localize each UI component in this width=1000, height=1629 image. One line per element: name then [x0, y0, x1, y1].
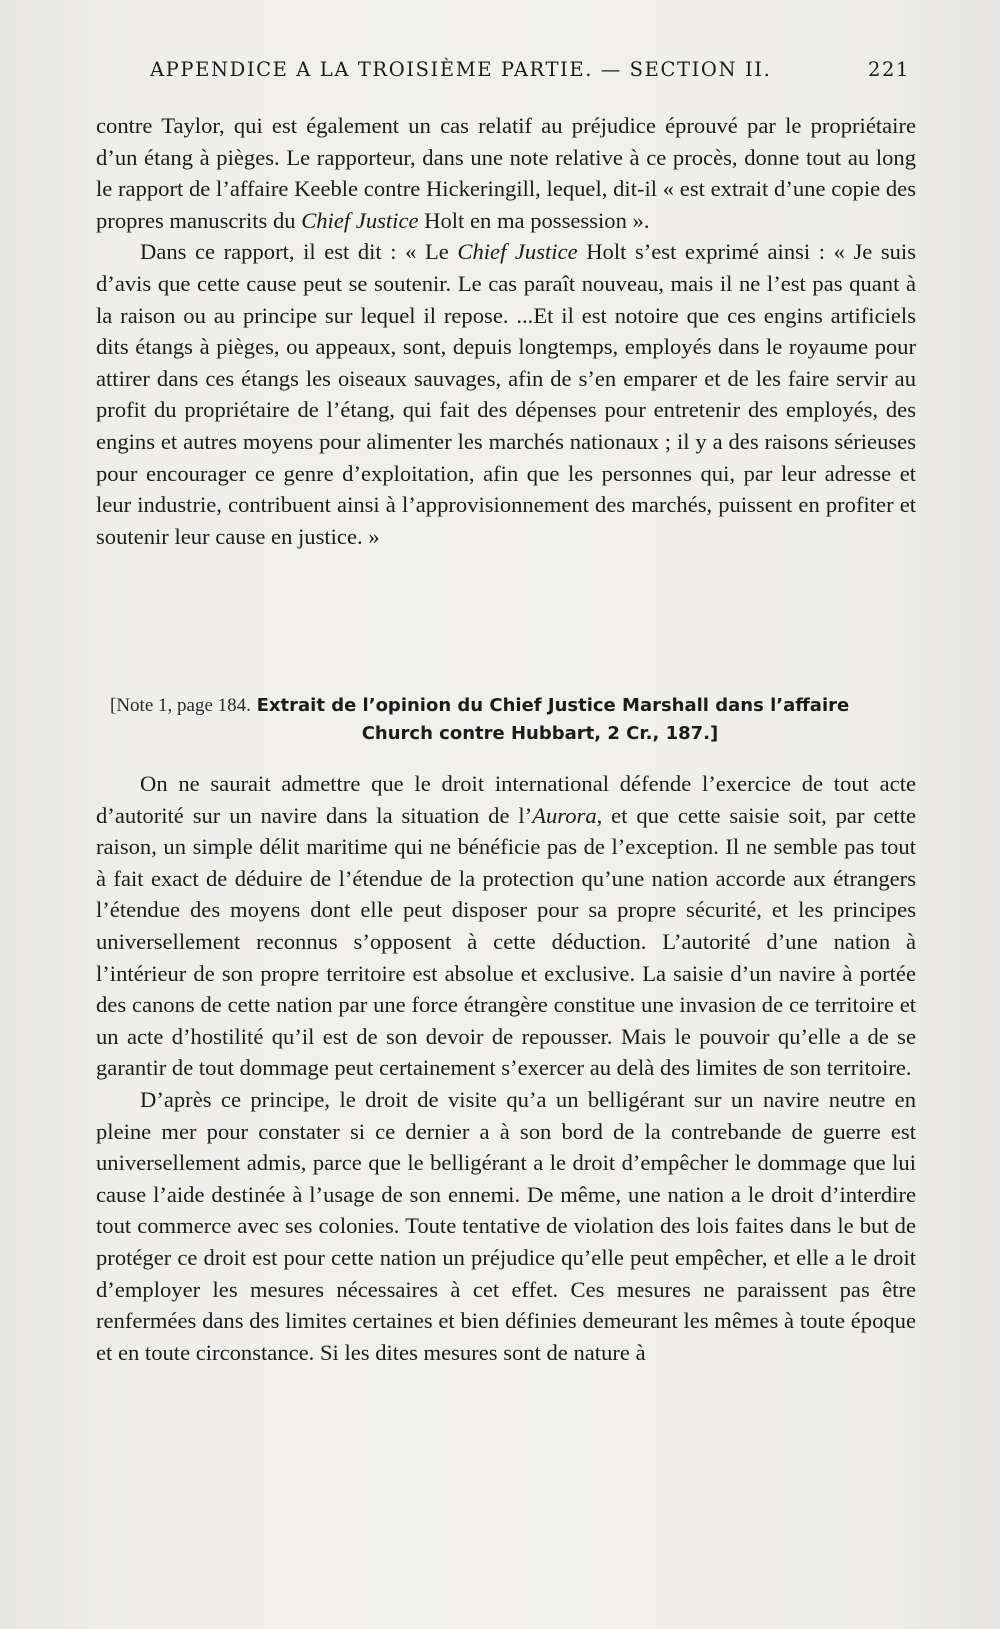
- italic-term: Chief Justice: [301, 207, 419, 233]
- text-block-top: [96, 110, 916, 552]
- note-title-line-1: Extrait de l’opinion du Chief Justice Marshall dans l’affaire: [256, 695, 850, 716]
- italic-term: Chief Justice: [457, 239, 578, 265]
- paragraph-text: , et que cette saisie soit, par cette raison, un simple délit maritime qui ne bénéficie pas de l’exception. Il ne semble pas tout à fait exact de déduire de l’étendue de la protection qu’une nation accorde aux étrangers l’étendue des moyens dont elle peut disposer pour sa propre sécurité, et les principes universellement reconnus s’opposent à cette déduction. L’autorité d’une nation à l’intérieur de son propre territoire est absolue et exclusive. La saisie d’un navire à portée des canons de cette nation par une force étrangère constitue une invasion de ce territoire et un acte d’hostilité qu’il est de son devoir de repousser. Mais le pouvoir qu’elle a de se garantir de tout dommage peut certainement s’exercer au delà des limites de son territoire.: [96, 802, 917, 1081]
- paragraph-text: Holt en ma possession ».: [418, 207, 650, 233]
- italic-term: Aurora: [532, 802, 597, 828]
- paragraph-opinion: [96, 768, 916, 1084]
- paragraph-visit-right: D’après ce principe, le droit de visite qu’a un belligérant sur un navire neutre en pleine mer pour constater si ce dernier a à son bord de la contrebande de guerre est universellement admis, parce que le belligérant a le droit d’empêcher le dommage que lui cause l’aide destinée à l’usage de son ennemi. De même, une nation a le droit d’interdire tout commerce avec ses colonies. Toute tentative de violation des lois faites dans le but de protéger ce droit est pour cette nation un préjudice qu’elle peut empêcher, et elle a le droit d’employer les mesures nécessaires à cet effet. Ces mesures ne paraissent pas être renfermées dans des limites certaines et bien définies demeurant les mêmes à toute époque et en toute circonstance. Si les dites mesures sont de nature à: [96, 1086, 916, 1365]
- paragraph-text: Dans ce rapport, il est dit : « Le: [140, 239, 458, 265]
- note-title-line-2: Church contre Hubbart, 2 Cr., 187.]: [361, 723, 719, 744]
- running-title: APPENDICE A LA TROISIÈME PARTIE. — SECTION II.: [150, 58, 772, 81]
- paragraph-quote: [96, 236, 916, 552]
- text-block-bottom: [96, 768, 916, 1368]
- paragraph-text: contre Taylor, qui est également un cas relatif au préjudice éprouvé par le propriétaire d’un étang à pièges. Le rapporteur, dans une note relative à ce procès, donne tout au long le rapport de l’affaire Keeble contre Hickeringill, lequel, dit-il « est extrait d’une copie des propres manuscrits du: [96, 113, 916, 233]
- running-head: [150, 58, 910, 81]
- page-number: 221: [867, 58, 910, 81]
- paragraph-text: Holt s’est exprimé ainsi : « Je suis d’avis que cette cause peut se soutenir. Le cas paraît nouveau, mais il ne l’est pas quant à la raison ou au principe sur lequel il repose. ...Et il est notoire que ces engins artificiels dits étangs à pièges, ou appeaux, sont, depuis longtemps, employés dans le royaume pour attirer dans ces étangs les oiseaux sauvages, afin de s’en emparer et de les faire servir au profit du propriétaire de l’étang, qui fait des dépenses pour entretenir des employés, des engins et autres moyens pour alimenter les marchés nationaux ; il y a des raisons sérieuses pour encourager ce genre d’exploitation, afin que les personnes qui, par leur adresse et leur industrie, contribuent ainsi à l’approvisionnement des marchés, puissent en profiter et soutenir leur cause en justice. »: [96, 239, 916, 549]
- note-heading: [110, 692, 910, 748]
- paragraph-continued: [96, 110, 916, 236]
- paragraph-text: On ne saurait admettre que le droit international défende l’exercice de tout acte d’autorité sur un navire dans la situation de l’: [96, 771, 916, 828]
- note-reference: [Note 1, page 184.: [110, 695, 251, 716]
